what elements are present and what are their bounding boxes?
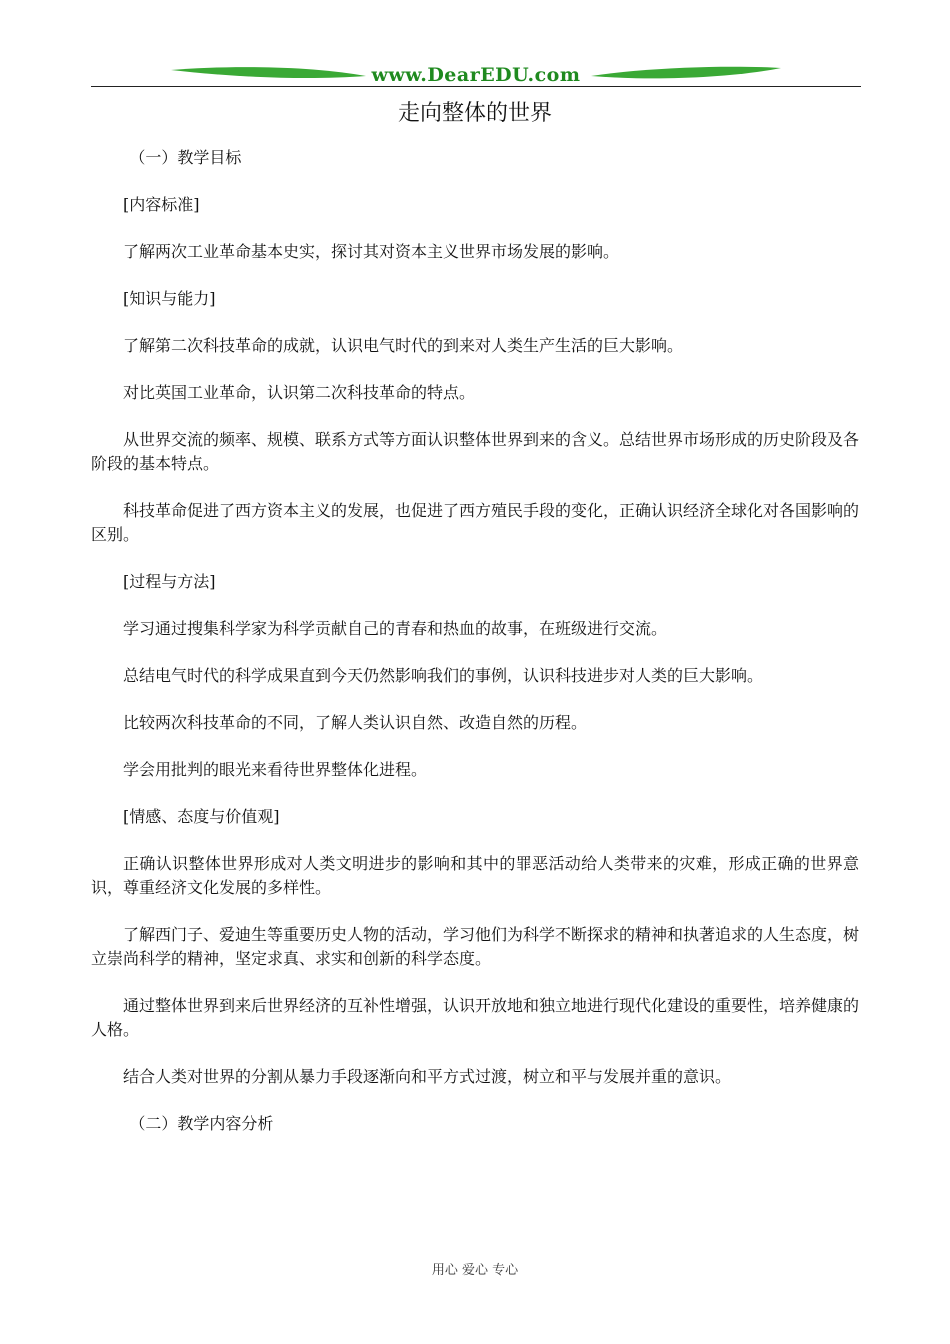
body-paragraph: 正确认识整体世界形成对人类文明进步的影响和其中的罪恶活动给人类带来的灾难，形成正确的世界意识，尊重经济文化发展的多样性。	[91, 854, 859, 897]
body-paragraph: 比较两次科技革命的不同，了解人类认识自然、改造自然的历程。	[123, 713, 588, 732]
site-logo-text: www.DearEDU.com	[371, 64, 581, 86]
body-paragraph: 了解两次工业革命基本史实，探讨其对资本主义世界市场发展的影响。	[123, 242, 620, 261]
subsection-heading: [知识与能力]	[123, 289, 216, 308]
section-heading: （二）教学内容分析	[129, 1114, 274, 1133]
body-paragraph: 科技革命促进了西方资本主义的发展，也促进了西方殖民手段的变化，正确认识经济全球化对各国影响的区别。	[91, 501, 860, 544]
page-footer: 用心 爱心 专心	[431, 1263, 519, 1278]
body-paragraph: 总结电气时代的科学成果直到今天仍然影响我们的事例，认识科技进步对人类的巨大影响。	[123, 666, 764, 685]
page-title: 走向整体的世界	[397, 101, 552, 126]
body-paragraph: 了解西门子、爱迪生等重要历史人物的活动，学习他们为科学不断探求的精神和执著追求的人生态度，树立崇尚科学的精神，坚定求真、求实和创新的科学态度。	[91, 925, 860, 968]
document-body	[91, 146, 859, 1159]
header-divider	[91, 86, 861, 87]
subsection-heading: [过程与方法]	[123, 572, 216, 591]
body-paragraph: 学会用批判的眼光来看待世界整体化进程。	[123, 760, 428, 779]
body-paragraph: 结合人类对世界的分割从暴力手段逐渐向和平方式过渡，树立和平与发展并重的意识。	[123, 1067, 732, 1086]
section-heading: （一）教学目标	[129, 148, 242, 167]
body-paragraph: 通过整体世界到来后世界经济的互补性增强，认识开放地和独立地进行现代化建设的重要性，培养健康的人格。	[91, 996, 860, 1039]
body-paragraph: 从世界交流的频率、规模、联系方式等方面认识整体世界到来的含义。总结世界市场形成的历史阶段及各阶段的基本特点。	[91, 430, 860, 473]
subsection-heading: [内容标准]	[123, 195, 200, 214]
body-paragraph: 学习通过搜集科学家为科学贡献自己的青春和热血的故事，在班级进行交流。	[123, 619, 668, 638]
subsection-heading: [情感、态度与价值观]	[123, 807, 280, 826]
body-paragraph: 对比英国工业革命，认识第二次科技革命的特点。	[123, 383, 476, 402]
body-paragraph: 了解第二次科技革命的成就，认识电气时代的到来对人类生产生活的巨大影响。	[123, 336, 684, 355]
